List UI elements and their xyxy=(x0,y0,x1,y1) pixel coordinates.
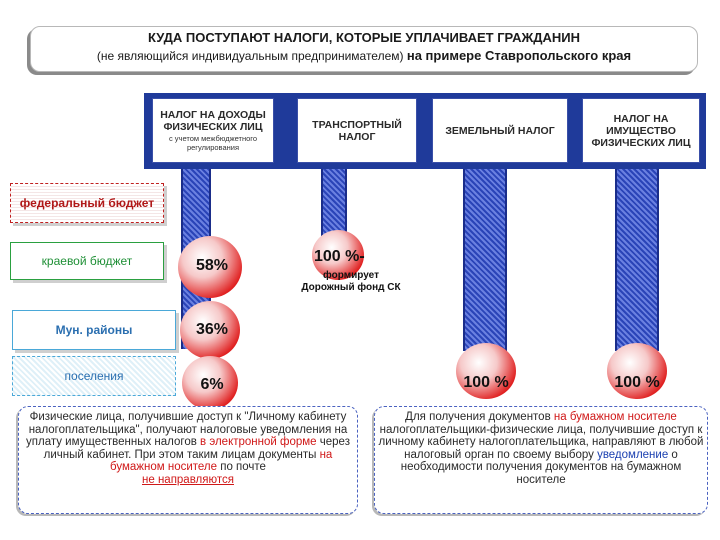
note-paper xyxy=(374,406,708,514)
tax-property xyxy=(582,98,700,163)
tax-property-name: НАЛОГ НА ИМУЩЕСТВО ФИЗИЧЕСКИХ ЛИЦ xyxy=(591,112,691,149)
budget-municipal: Мун. районы xyxy=(12,310,176,350)
note-right-p3: о необходимости получения документов на бумажном носителе xyxy=(400,448,682,486)
ndfl-settlements-share: 6% xyxy=(200,376,224,393)
tax-ndfl-name: НАЛОГ НА ДОХОДЫ ФИЗИЧЕСКИХ ЛИЦ xyxy=(160,109,266,133)
note-right-p1: Для получения документов xyxy=(405,411,554,423)
note-right-paper: на бумажном носителе xyxy=(553,411,677,423)
subtitle-normal: (не являющийся индивидуальным предпринимателем) xyxy=(96,49,404,63)
tax-transport xyxy=(297,98,417,163)
note-electronic-text xyxy=(19,411,357,486)
title-box xyxy=(30,26,698,72)
budget-regional: краевой бюджет xyxy=(10,242,164,280)
tax-transport-name: ТРАНСПОРТНЫЙ НАЛОГ xyxy=(312,118,402,143)
tax-ndfl xyxy=(152,98,274,163)
note-left-paper: на бумажном носителе xyxy=(110,448,333,473)
note-right-notice: уведомление xyxy=(597,448,669,461)
note-paper-text xyxy=(375,411,707,486)
ndfl-regional-share: 58% xyxy=(195,257,229,274)
page-title: КУДА ПОСТУПАЮТ НАЛОГИ, КОТОРЫЕ УПЛАЧИВАЕТ ГРАЖДАНИН xyxy=(147,30,580,45)
note-left-electronic-form: в электронной форме xyxy=(200,436,317,448)
tax-land xyxy=(432,98,568,163)
note-left-p2: через личный кабинет. При этом таким лицам документы xyxy=(43,436,350,461)
property-settlements-share: 100 % xyxy=(614,374,660,391)
note-left-p3: по почте xyxy=(217,461,266,473)
budget-settlements: поселения xyxy=(12,356,176,396)
page-subtitle xyxy=(31,48,697,63)
transport-column xyxy=(321,169,347,237)
note-left-p1: Физические лица, получившие доступ к "Личному кабинету налогоплательщика", получают налоговые уведомления на уплату имущественных налогов xyxy=(26,411,348,448)
land-column xyxy=(463,169,507,351)
transport-regional-share: 100 %- xyxy=(314,248,365,265)
subtitle-bold: на примере Ставропольского края xyxy=(406,48,632,63)
note-electronic xyxy=(18,406,358,514)
land-settlements-share: 100 % xyxy=(463,374,509,391)
tax-ndfl-note: с учетом межбюджетного регулирования xyxy=(168,134,258,152)
note-left-not-sent: не направляются xyxy=(142,473,234,486)
note-right-p2: налогоплательщики-физические лица, получившие доступ к личному кабинету налогоплательщика, направляют в любой налоговый орган по своему выбору xyxy=(378,423,704,461)
ndfl-municipal-share: 36% xyxy=(195,321,229,338)
transport-road-fund-note: формирует Дорожный фонд СК xyxy=(301,270,401,293)
property-column xyxy=(615,169,659,351)
budget-federal: федеральный бюджет xyxy=(10,183,164,223)
tax-land-name: ЗЕМЕЛЬНЫЙ НАЛОГ xyxy=(445,124,555,137)
